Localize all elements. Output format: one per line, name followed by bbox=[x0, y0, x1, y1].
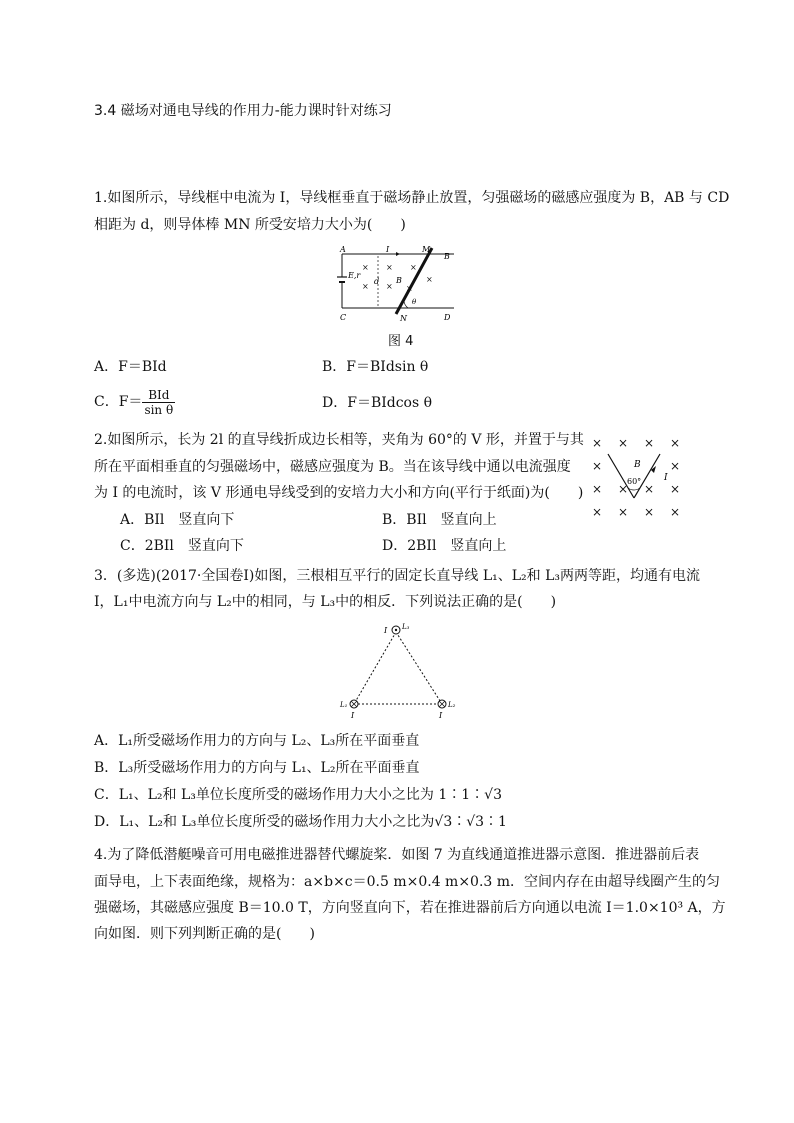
q1-label-C: C bbox=[340, 313, 347, 322]
svg-text:×: × bbox=[618, 436, 629, 450]
q1-figure-caption: 图 4 bbox=[388, 334, 414, 349]
q3-option-d: D．L₁、L₂和 L₃单位长度所受的磁场作用力大小之比为√3∶√3∶1 bbox=[94, 814, 507, 830]
q1-option-c bbox=[94, 386, 175, 418]
q3-triangle-figure bbox=[334, 618, 464, 722]
q1-label-N: N bbox=[400, 314, 407, 322]
q3-label-L3: L₃ bbox=[402, 623, 410, 631]
q1-label-D: D bbox=[444, 313, 451, 322]
q1-stem-line-2: 相距为 d，则导体棒 MN 所受安培力大小为( ) bbox=[94, 217, 406, 233]
svg-text:×: × bbox=[362, 282, 369, 291]
q1-option-c-fraction bbox=[142, 388, 175, 417]
svg-text:×: × bbox=[644, 505, 655, 519]
q4-stem-line-2: 面导电，上下表面绝缘，规格为：a×b×c＝0.5 m×0.4 m×0.3 m．空间内存在由超导线圈产生的匀 bbox=[94, 874, 721, 890]
q3-stem-line-1: 3．(多选)(2017·全国卷Ⅰ)如图，三根相互平行的固定长直导线 L₁、L₂和 L₃两两等距，均通有电流 bbox=[94, 568, 700, 584]
q1-option-b: B．F＝BIdsin θ bbox=[322, 359, 429, 375]
svg-text:×: × bbox=[644, 436, 655, 450]
q3-option-b: B．L₃所受磁场作用力的方向与 L₁、L₂所在平面垂直 bbox=[94, 760, 420, 776]
svg-text:×: × bbox=[410, 263, 417, 272]
q1-label-M: M bbox=[422, 245, 431, 254]
q2-label-angle: 60° bbox=[627, 477, 642, 486]
q1-stem-line-1: 1.如图所示，导线框中电流为 I，导线框垂直于磁场静止放置，匀强磁场的磁感应强度为 B，AB 与 CD bbox=[94, 190, 730, 206]
svg-text:×: × bbox=[406, 284, 413, 293]
svg-text:×: × bbox=[592, 459, 603, 473]
svg-text:×: × bbox=[386, 263, 393, 272]
q4-stem-line-3: 强磁场，其磁感应强度 B＝10.0 T，方向竖直向下，若在推进器前后方向通以电流 I＝1.0×10³ A，方 bbox=[94, 900, 726, 916]
svg-text:×: × bbox=[592, 482, 603, 496]
q2-v-wire-figure bbox=[588, 432, 688, 520]
svg-text:×: × bbox=[644, 482, 655, 496]
q2-stem-line-1: 2.如图所示，长为 2l 的直导线折成边长相等，夹角为 60°的 V 形，并置于与其 bbox=[94, 432, 584, 448]
q2-option-c: C．2BIl 竖直向下 bbox=[120, 538, 244, 554]
q1-label-I: I bbox=[386, 245, 390, 254]
q1-option-c-prefix: C．F＝ bbox=[94, 394, 143, 410]
q1-label-d: d bbox=[374, 277, 380, 286]
q3-label-I-left: I bbox=[351, 711, 355, 720]
page-title: 3.4 磁场对通电导线的作用力-能力课时针对练习 bbox=[94, 103, 392, 119]
q4-stem-line-4: 向如图．则下列判断正确的是( ) bbox=[94, 926, 315, 942]
q1-label-emf: E,r bbox=[348, 271, 361, 280]
q1-option-a: A．F＝BId bbox=[94, 359, 167, 375]
q2-option-d: D．2BIl 竖直向上 bbox=[382, 538, 507, 554]
svg-text:×: × bbox=[670, 436, 681, 450]
q2-stem-line-3: 为 I 的电流时，该 V 形通电导线受到的安培力大小和方向(平行于纸面)为( ) bbox=[94, 485, 584, 501]
svg-text:×: × bbox=[670, 505, 681, 519]
q1-label-theta: θ bbox=[412, 298, 417, 306]
q2-option-b: B．BIl 竖直向上 bbox=[382, 512, 497, 528]
q1-option-c-numerator: BId bbox=[142, 388, 175, 403]
svg-text:×: × bbox=[426, 275, 433, 284]
svg-text:×: × bbox=[670, 482, 681, 496]
q3-stem-line-2: I，L₁中电流方向与 L₂中的相同，与 L₃中的相反．下列说法正确的是( ) bbox=[94, 594, 557, 610]
q3-label-L2: L₂ bbox=[448, 701, 456, 709]
q3-option-a: A．L₁所受磁场作用力的方向与 L₂、L₃所在平面垂直 bbox=[94, 733, 420, 749]
svg-text:×: × bbox=[670, 459, 681, 473]
q1-label-field-B: B bbox=[396, 276, 402, 285]
q1-option-d: D．F＝BIdcos θ bbox=[322, 395, 433, 411]
q2-label-B: B bbox=[634, 460, 641, 470]
svg-text:×: × bbox=[592, 436, 603, 450]
q4-stem-line-1: 4.为了降低潜艇噪音可用电磁推进器替代螺旋桨．如图 7 为直线通道推进器示意图．推进器前后表 bbox=[94, 847, 700, 863]
svg-text:×: × bbox=[362, 263, 369, 272]
q3-label-I-right: I bbox=[439, 711, 443, 720]
q3-label-I-top: I bbox=[384, 626, 388, 635]
q2-stem-line-2: 所在平面相垂直的匀强磁场中，磁感应强度为 B。当在该导线中通以电流强度 bbox=[94, 459, 571, 475]
q2-label-I: I bbox=[664, 473, 668, 483]
q2-option-a: A．BIl 竖直向下 bbox=[120, 512, 235, 528]
svg-text:×: × bbox=[386, 282, 393, 291]
svg-text:×: × bbox=[618, 505, 629, 519]
svg-text:×: × bbox=[592, 505, 603, 519]
q1-label-B: B bbox=[444, 252, 450, 261]
q1-circuit-figure bbox=[334, 244, 464, 322]
q3-option-c: C．L₁、L₂和 L₃单位长度所受的磁场作用力大小之比为 1∶1∶√3 bbox=[94, 787, 502, 803]
q3-label-L1: L₁ bbox=[340, 701, 348, 709]
q1-label-A: A bbox=[340, 245, 346, 254]
q1-option-c-denominator: sin θ bbox=[144, 402, 174, 417]
svg-text:×: × bbox=[618, 482, 629, 496]
